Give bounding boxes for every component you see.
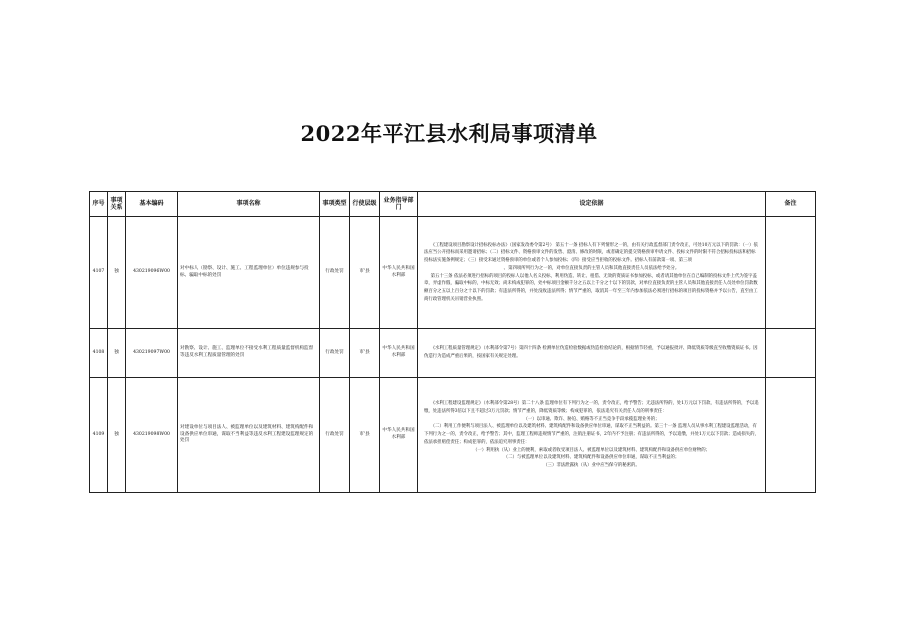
header-name: 事项名称 (178, 192, 320, 217)
cell-code: 430219098W00 (126, 378, 178, 493)
cell-type: 行政处罚 (320, 329, 350, 378)
cell-name: 对中标人（勘察、设计、施工、工程监理单位）单位违规参与投标、骗取中标的处罚 (178, 217, 320, 329)
cell-relation: 独 (108, 217, 126, 329)
cell-code: 430219096W00 (126, 217, 178, 329)
basis-paragraph: （二）利用工作便利与项目法人、被监理单位以及建筑材料、建筑构配件和设备供应单位串通，谋取不正当利益的。第三十一条 监理人员从事水利工程建设监理活动，有下列行为之一的，责令改正，给予警告；其中，监理工程师违规情节严重的，注销注册证书，2年内不予注册；有违法所得的，予以追缴，并处1万元以下罚款；造成损失的，依法承担赔偿责任；构成犯罪的，依法追究刑事责任： (424, 424, 759, 445)
cell-type: 行政处罚 (320, 217, 350, 329)
cell-level: 市'县 (350, 329, 380, 378)
header-seq: 序号 (90, 192, 108, 217)
cell-note (766, 329, 816, 378)
cell-dept: 中华人民共和国水利部 (380, 378, 418, 493)
basis-paragraph: 《工程建设项目勘察设计招标投标办法》（国家发改委令第2号） 第五十一条 招标人有下列情形之一的，由有关行政监督部门责令改正，可处10万元以下的罚款：（一）依法应当公开招标而采用邀请招标；（二）招标文件、资格预审文件的发售、澄清、修改的时限，或者确定的提交资格预审申请文件、投标文件的时限不符合招标投标法和招标投标法实施条例规定；（三）接受未通过资格预审的单位或者个人参加投标；（四）接受应当拒收的投标文件。招标人有前款第一项、第三项 (424, 242, 758, 264)
matter-list-table (89, 191, 816, 493)
header-note: 备注 (766, 192, 816, 217)
cell-seq: 4109 (90, 378, 108, 493)
header-dept: 业务指导部门 (380, 192, 418, 217)
cell-note (766, 217, 816, 329)
cell-level: 市'县 (350, 378, 380, 493)
header-basis: 设定依据 (418, 192, 766, 217)
header-relation: 事项关系 (108, 192, 126, 217)
cell-note (766, 378, 816, 493)
cell-seq: 4108 (90, 329, 108, 378)
basis-paragraph: （二）与被监理单位以及建筑材料、建筑构配件和设备供应单位串通，谋取不正当利益的； (503, 455, 680, 461)
cell-name: 对建设单位与项目法人、被监理单位以及建筑材料、建筑构配件和设备供应单位串通，谋取不当利益等违反水利工程建设监理规定的处罚 (178, 378, 320, 493)
table-row (90, 217, 816, 329)
cell-relation: 独 (108, 329, 126, 378)
cell-basis (418, 329, 766, 378)
basis-paragraph: （一）以串通、欺诈、胁迫、贿赂等不正当竞争手段承揽监理业务的； (523, 416, 660, 422)
header-row (90, 192, 816, 217)
cell-dept: 中华人民共和国水利部 (380, 217, 418, 329)
basis-paragraph: （三）非法泄露执（从）业中应当保守的秘密的。 (543, 462, 640, 468)
cell-relation: 独 (108, 378, 126, 493)
cell-seq: 4107 (90, 217, 108, 329)
basis-paragraph: 《水利工程质量管理规定》（水利部令第7号）第四十四条 检测单位伪造检验数据或伪造检验结论的，根据情节轻重，予以通报批评、降低资质等级直至收缴资质证书。因伪造行为造成严重后果的，按国家有关规定处理。 (424, 346, 758, 359)
header-code: 基本编码 (126, 192, 178, 217)
basis-paragraph: 、第四项所列行为之一的，对单位直接负责的主管人员和其他直接责任人员依法给予处分。 (503, 265, 680, 271)
cell-basis (418, 217, 766, 329)
cell-name: 对勘察、设计、施工、监理单位不接受水利工程质量监督机构监督等违反水利工程质量管理的处罚 (178, 329, 320, 378)
cell-level: 市'县 (350, 217, 380, 329)
basis-paragraph: （一）利用执（从）业上的便利，索取或者收受项目法人、被监理单位以及建筑材料、建筑构配件和设备供应单位财物的； (472, 447, 711, 453)
table-row (90, 329, 816, 378)
basis-paragraph: 第五十三条 依法必须进行招标的项目的投标人以他人名义投标，利用伪造、转让、租借、无效的资质证书参加投标，或者请其他单位在自己编制的投标文件上代为签字盖章，弄虚作假，骗取中标的，中标无效；尚未构成犯罪的，处中标项目金额千分之五以上千分之十以下的罚款，对单位直接负责的主管人员和其他直接责任人员处单位罚款数额百分之五以上百分之十以下的罚款；有违法所得的，并处没收违法所得；情节严重的，取消其一年至三年内参加依法必须进行招标的项目的投标资格并予以公告，直至由工商行政管理机关吊销营业执照。 (424, 273, 758, 302)
basis-paragraph: 《水利工程建设监理规定》（水利部令第28号）第二十八条 监理单位有下列行为之一的，责令改正，给予警告；无违法所得的，处1万元以下罚款，有违法所得的，予以追缴，处违法所得3倍以下且不超过3万元罚款；情节严重的，降低资质等级；构成犯罪的，依法追究有关责任人员的刑事责任： (424, 401, 759, 415)
cell-dept: 中华人民共和国水利部 (380, 329, 418, 378)
table-row (90, 378, 816, 493)
cell-code: 430219097W00 (126, 329, 178, 378)
cell-type: 行政处罚 (320, 378, 350, 493)
document-title: 2022年平江县水利局事项清单 (300, 121, 598, 146)
cell-basis (418, 378, 766, 493)
header-level: 行使层级 (350, 192, 380, 217)
header-type: 事项类型 (320, 192, 350, 217)
